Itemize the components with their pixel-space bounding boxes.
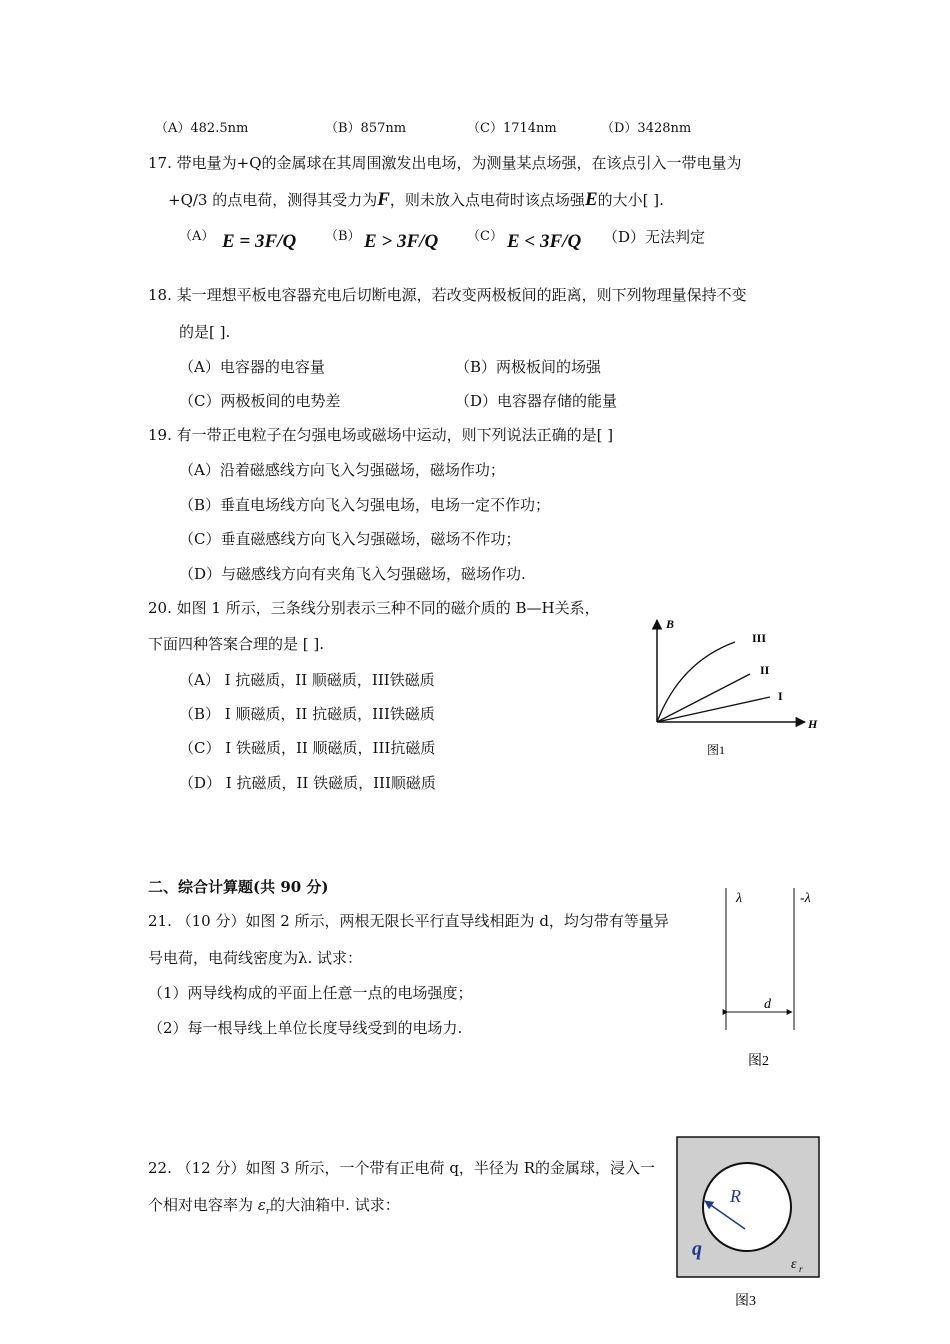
fig1-curve-i-label: I [778, 689, 783, 703]
q17-line2-pre: +Q/3 的点电荷，测得其受力为 [168, 191, 378, 209]
fig3-permittivity-sub: r [799, 1264, 803, 1274]
q22-line2-post: 的大油箱中. 试求： [270, 1196, 400, 1214]
q22-line2 [148, 1195, 400, 1222]
q16-option-a: （A）482.5nm [155, 121, 249, 136]
fig2-left-label: λ [736, 891, 743, 906]
q17-option-d: （D）无法判定 [603, 228, 706, 246]
section-2-title: 二、综合计算题(共 90 分) [148, 878, 329, 896]
q16-option-d: （D）3428nm [601, 121, 692, 136]
figure-2-parallel-wires [710, 880, 830, 1075]
fig2-distance-label: d [764, 997, 771, 1012]
fig3-permittivity-label: ε [791, 1257, 797, 1272]
q22-epsilon: ε [257, 1196, 266, 1214]
q19-option-b: （B）垂直电场线方向飞入匀强电场，电场一定不作功； [179, 496, 551, 514]
q16-option-b: （B）857nm [325, 121, 407, 136]
fig1-curve-ii [657, 674, 750, 722]
q16-option-c: （C）1714nm [467, 121, 557, 136]
q17-E: E [584, 189, 598, 210]
q20-line1: 20. 如图 1 所示，三条线分别表示三种不同的磁介质的 B—H关系， [148, 599, 600, 617]
fig1-curve-i [657, 697, 770, 722]
q20-option-d: （D） I 抗磁质，II 铁磁质，III顺磁质 [179, 774, 436, 792]
q19-option-a: （A）沿着磁感线方向飞入匀强磁场，磁场作功； [179, 461, 505, 479]
q20-option-a: （A） I 抗磁质，II 顺磁质，III铁磁质 [179, 671, 435, 689]
q17-F: F [377, 189, 390, 210]
fig3-radius-label: R [730, 1186, 741, 1206]
q21-part-2: （2）每一根导线上单位长度导线受到的电场力. [148, 1019, 463, 1037]
q18-line2: 的是[ ]. [179, 323, 231, 341]
q18-line1: 18. 某一理想平板电容器充电后切断电源，若改变两极板间的距离，则下列物理量保持不变 [148, 286, 747, 304]
q21-part-1: （1）两导线构成的平面上任意一点的电场强度； [148, 984, 473, 1002]
fig2-caption: 图2 [748, 1054, 769, 1069]
q17-line2-mid: ，则未放入点电荷时该点场强 [389, 191, 585, 209]
fig3-caption: 图3 [735, 1294, 756, 1309]
q22-line2-pre: 个相对电容率为 [148, 1196, 258, 1214]
fig2-right-label: -λ [800, 891, 811, 906]
q18-option-a: （A）电容器的电容量 [179, 358, 325, 376]
q17-line2-post: 的大小[ ]. [597, 191, 664, 209]
q17-line2 [168, 190, 664, 210]
q20-line2: 下面四种答案合理的是 [ ]. [148, 635, 325, 653]
q19-line1: 19. 有一带正电粒子在匀强电场或磁场中运动，则下列说法正确的是[ ] [148, 426, 614, 444]
q18-option-c: （C）两极板间的电势差 [179, 392, 341, 410]
q17-c-label: （C） [467, 229, 503, 244]
fig3-metal-sphere [703, 1163, 791, 1251]
q19-option-c: （C）垂直磁感线方向飞入匀强磁场，磁场不作功； [179, 530, 521, 548]
q21-line1: 21. （10 分）如图 2 所示，两根无限长平行直导线相距为 d，均匀带有等量异 [148, 912, 669, 930]
fig1-y-label: B [666, 617, 675, 631]
q18-option-b: （B）两极板间的场强 [455, 358, 602, 376]
q17-c-expr: E < 3F/Q [507, 231, 582, 252]
figure-1-bh-diagram [640, 612, 830, 762]
fig1-curve-iii-label: III [752, 631, 767, 645]
q20-option-c: （C） I 铁磁质，II 顺磁质，III抗磁质 [179, 739, 436, 757]
fig1-caption: 图1 [707, 743, 726, 757]
fig1-x-label: H [808, 717, 818, 731]
q17-line1: 17. 带电量为+Q的金属球在其周围激发出电场，为测量某点场强，在该点引入一带电量为 [148, 154, 742, 172]
q21-line2: 号电荷，电荷线密度为λ. 试求： [148, 949, 363, 967]
q22-epsilon-sub: r [265, 1207, 271, 1217]
q19-option-d: （D）与磁感线方向有夹角飞入匀强磁场，磁场作功. [179, 565, 526, 583]
q20-option-b: （B） I 顺磁质，II 抗磁质，III铁磁质 [179, 705, 435, 723]
fig3-charge-label: q [692, 1238, 702, 1260]
q17-a-label: （A） [179, 229, 215, 244]
q17-b-expr: E > 3F/Q [364, 231, 439, 252]
fig1-curve-ii-label: II [760, 663, 770, 677]
fig1-curve-iii [657, 642, 735, 722]
q22-line1: 22. （12 分）如图 3 所示，一个带有正电荷 q，半径为 R的金属球，浸入一 [148, 1159, 655, 1177]
figure-3-sphere-in-oil [675, 1135, 823, 1315]
q17-b-label: （B） [325, 229, 361, 244]
q17-a-expr: E = 3F/Q [222, 231, 297, 252]
q18-option-d: （D）电容器存储的能量 [455, 392, 618, 410]
